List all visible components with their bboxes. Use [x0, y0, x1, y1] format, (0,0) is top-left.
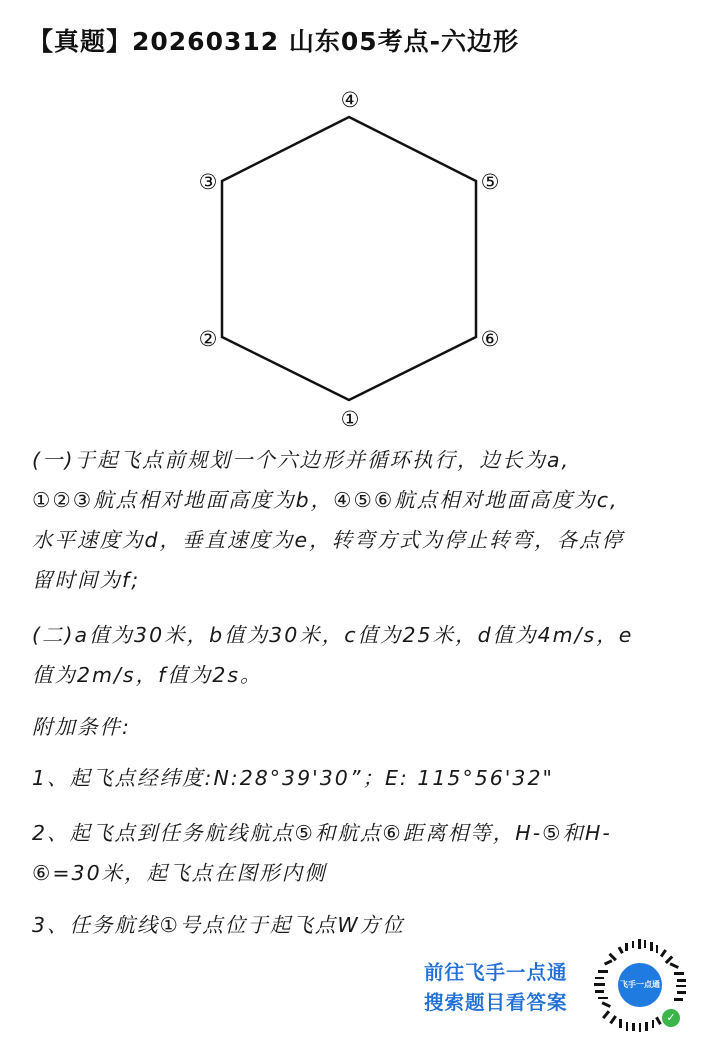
- section-heading: 附加条件:: [32, 715, 131, 739]
- qr-logo: 飞手一点通: [618, 963, 662, 1007]
- text-line: 2、起飞点到任务航线航点⑤和航点⑥距离相等，H-⑤和H-: [32, 821, 612, 845]
- vertex-label-3: ③: [198, 170, 218, 194]
- text-line: ⑥=30米，起飞点在图形内侧: [32, 861, 327, 885]
- paragraph-task-one: [32, 440, 692, 600]
- text-line: 3、任务航线①号点位于起飞点W方位: [32, 913, 405, 937]
- vertex-label-1: ①: [340, 407, 360, 431]
- hexagon-shape: [222, 117, 476, 400]
- text-line: (二)a值为30米，b值为30米，c值为25米，d值为4m/s，e: [32, 623, 634, 647]
- text-line: 留时间为f;: [32, 568, 141, 592]
- page-title: 【真题】20260312 山东05考点-六边形: [28, 27, 520, 56]
- promo-line-1: 前往飞手一点通: [424, 961, 568, 984]
- hexagon-diagram: [0, 0, 707, 440]
- paragraph-condition-2: [32, 813, 692, 893]
- text-line: 值为2m/s，f值为2s。: [32, 663, 263, 687]
- paragraph-extra-conditions-heading: [32, 707, 692, 747]
- text-line: (一)于起飞点前规划一个六边形并循环执行，边长为a,: [32, 448, 571, 472]
- hexagon-svg: [0, 0, 707, 440]
- promo-line-2: 搜索题目看答案: [424, 991, 568, 1014]
- vertex-label-6: ⑥: [480, 327, 500, 351]
- vertex-label-4: ④: [340, 88, 360, 112]
- vertex-label-5: ⑤: [480, 170, 500, 194]
- vertex-label-2: ②: [198, 327, 218, 351]
- mini-program-qr-code[interactable]: [592, 937, 688, 1033]
- paragraph-task-two: [32, 615, 692, 695]
- text-line: ①②③航点相对地面高度为b，④⑤⑥航点相对地面高度为c,: [32, 488, 619, 512]
- paragraph-condition-1: [32, 758, 692, 798]
- wechat-mini-program-icon: ✓: [662, 1009, 680, 1027]
- text-line: 1、起飞点经纬度:N:28°39'30”；E: 115°56'32": [32, 766, 554, 790]
- promo-text[interactable]: [424, 958, 584, 1018]
- text-line: 水平速度为d，垂直速度为e，转弯方式为停止转弯，各点停: [32, 528, 625, 552]
